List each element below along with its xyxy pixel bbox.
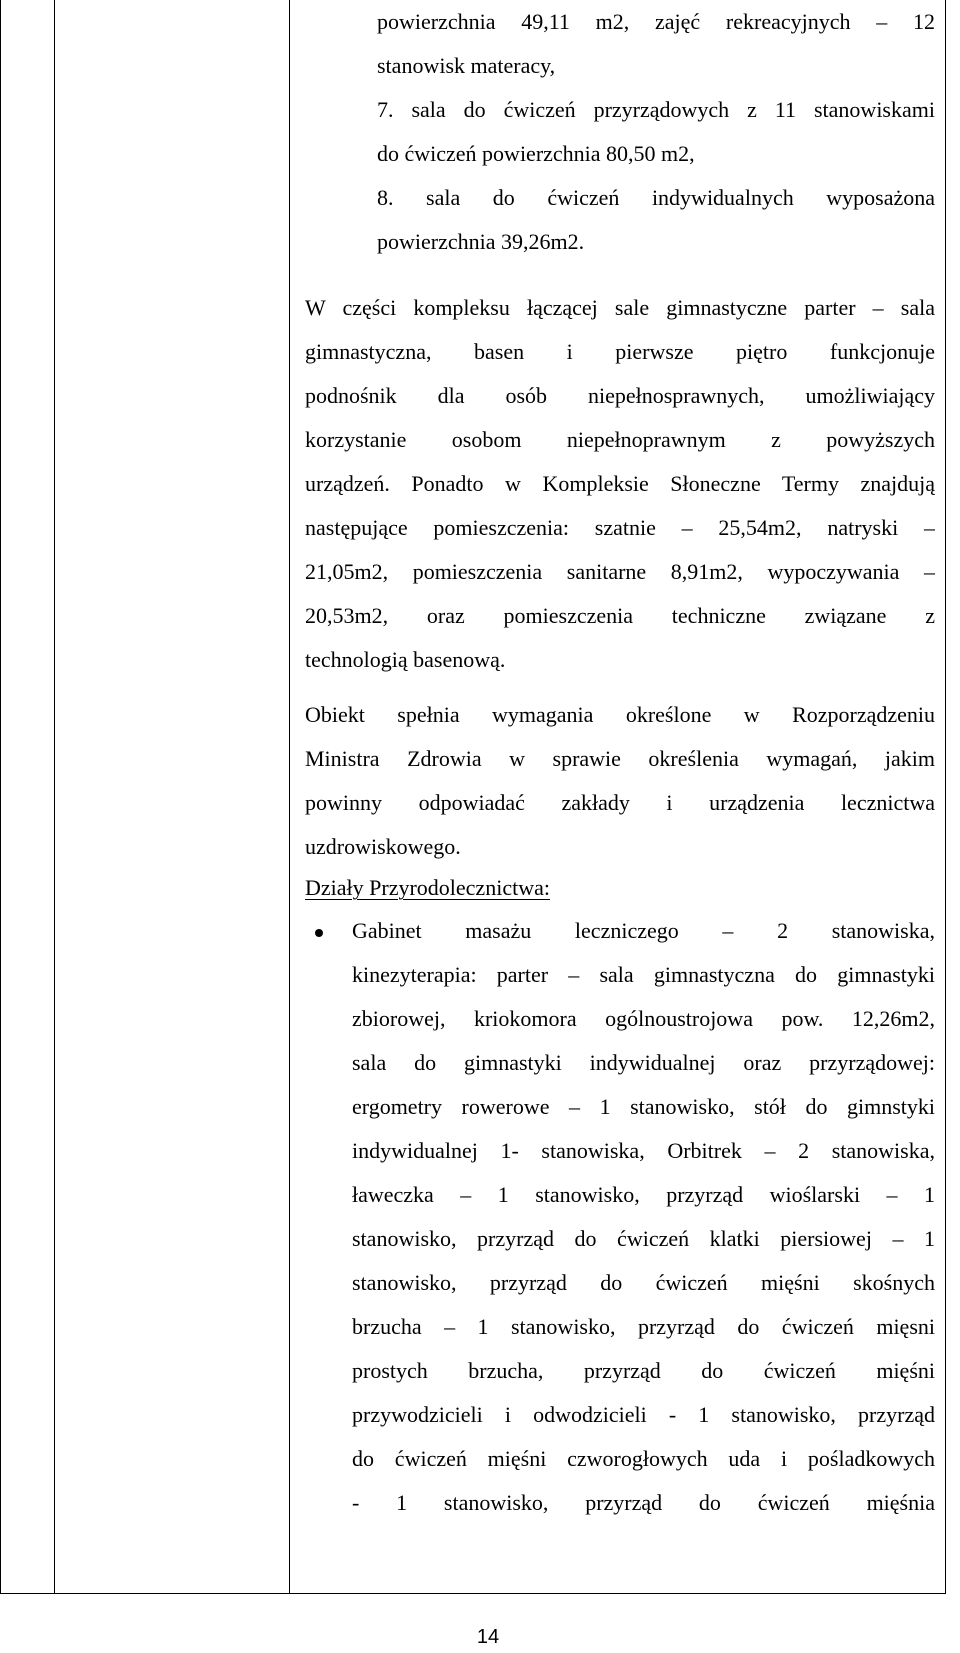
intro-line: stanowisk materacy, [377, 53, 556, 78]
section-heading-text: Działy Przyrodolecznictwa: [305, 875, 550, 900]
regulation-paragraph [305, 693, 935, 869]
bullet-line: zbiorowej, kriokomora ogólnoustrojowa pow. 12,26m2, [352, 1006, 935, 1031]
paragraph-line: uzdrowiskowego. [305, 834, 461, 859]
intro-line: 8. sala do ćwiczeń indywidualnych wyposażona [377, 185, 935, 210]
paragraph-line: 21,05m2, pomieszczenia sanitarne 8,91m2, wypoczywania – [305, 559, 935, 584]
bullet-line: Gabinet masażu leczniczego – 2 stanowiska, [352, 918, 935, 943]
intro-line: powierzchnia 49,11 m2, zajęć rekreacyjnych – 12 [377, 9, 935, 34]
paragraph-line: następujące pomieszczenia: szatnie – 25,54m2, natryski – [305, 515, 935, 540]
paragraph-line: podnośnik dla osób niepełnosprawnych, umożliwiający [305, 383, 935, 408]
paragraph-line: powinny odpowiadać zakłady i urządzenia lecznictwa [305, 790, 935, 815]
bullet-line: prostych brzucha, przyrząd do ćwiczeń mięśni [352, 1358, 935, 1383]
paragraph-line: korzystanie osobom niepełnoprawnym z powyższych [305, 427, 935, 452]
bullet-text-block [352, 909, 935, 1525]
bullet-line: stanowisko, przyrząd do ćwiczeń klatki piersiowej – 1 [352, 1226, 935, 1251]
bullet-line: - 1 stanowisko, przyrząd do ćwiczeń mięśnia [352, 1490, 935, 1515]
section-heading [305, 866, 935, 910]
bullet-line: stanowisko, przyrząd do ćwiczeń mięśni skośnych [352, 1270, 935, 1295]
intro-line: powierzchnia 39,26m2. [377, 229, 585, 254]
paragraph-line: technologią basenową. [305, 647, 506, 672]
table-column-divider-right [289, 0, 290, 1594]
bullet-line: ergometry rowerowe – 1 stanowisko, stół do gimnstyki [352, 1094, 935, 1119]
table-content-cell [305, 0, 935, 1594]
bullet-line: sala do gimnastyki indywidualnej oraz przyrządowej: [352, 1050, 935, 1075]
bullet-line: brzucha – 1 stanowisko, przyrząd do ćwiczeń mięsni [352, 1314, 935, 1339]
bullet-line: ławeczka – 1 stanowisko, przyrząd wioślarski – 1 [352, 1182, 935, 1207]
intro-line: do ćwiczeń powierzchnia 80,50 m2, [377, 141, 695, 166]
table-column-divider-left [54, 0, 55, 1594]
bullet-icon [315, 929, 323, 937]
intro-line: 7. sala do ćwiczeń przyrządowych z 11 stanowiskami [377, 97, 935, 122]
paragraph-line: urządzeń. Ponadto w Kompleksie Słoneczne Termy znajdują [305, 471, 935, 496]
bullet-line: indywidualnej 1- stanowiska, Orbitrek – 2 stanowiska, [352, 1138, 935, 1163]
equipment-list-continuation [377, 0, 935, 264]
page-number: 14 [476, 1626, 500, 1648]
facility-paragraph [305, 286, 935, 682]
bullet-line: kinezyterapia: parter – sala gimnastyczna do gimnastyki [352, 962, 935, 987]
bullet-line: do ćwiczeń mięśni czworogłowych uda i pośladkowych [352, 1446, 935, 1471]
bullet-line: przywodzicieli i odwodzicieli - 1 stanowisko, przyrząd [352, 1402, 935, 1427]
paragraph-line: Ministra Zdrowia w sprawie określenia wymagań, jakim [305, 746, 935, 771]
paragraph-line: gimnastyczna, basen i pierwsze piętro funkcjonuje [305, 339, 935, 364]
paragraph-line: Obiekt spełnia wymagania określone w Rozporządzeniu [305, 702, 935, 727]
paragraph-line: 20,53m2, oraz pomieszczenia techniczne związane z [305, 603, 935, 628]
paragraph-line: W części kompleksu łączącej sale gimnastyczne parter – sala [305, 295, 935, 320]
